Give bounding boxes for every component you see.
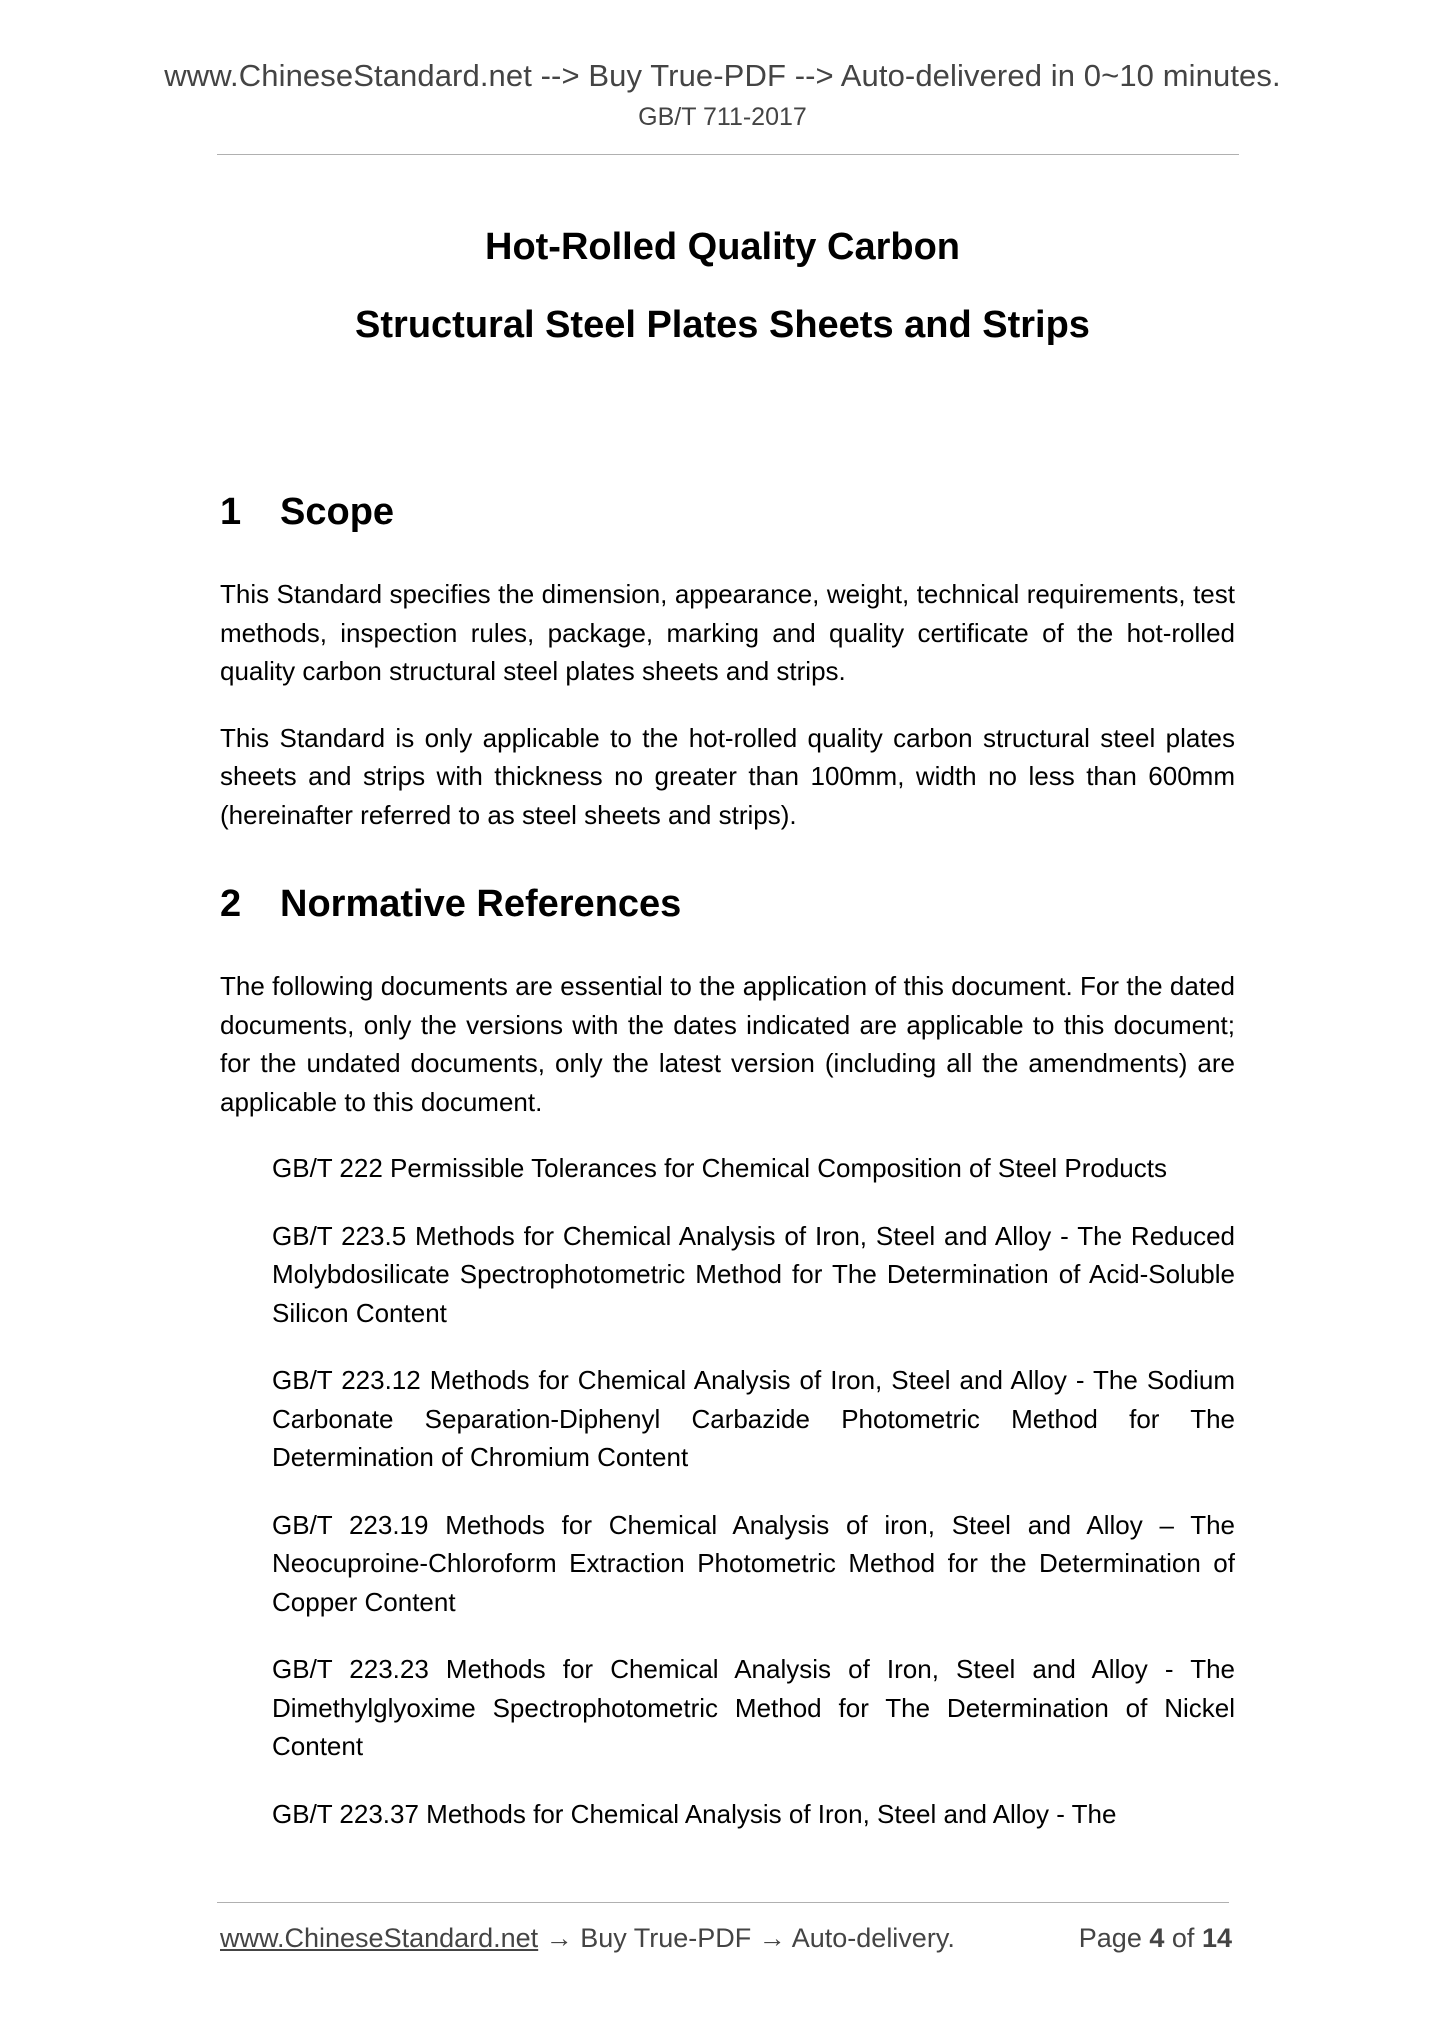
page-label: Page — [1078, 1923, 1142, 1953]
footer-promo-text: → Buy True-PDF → Auto-delivery. — [538, 1923, 955, 1953]
reference-item: GB/T 222 Permissible Tolerances for Chemical Composition of Steel Products — [272, 1153, 1167, 1183]
scope-paragraph-2: This Standard is only applicable to the hot-rolled quality carbon structural steel plates sheets and strips with thickness no greater than 100mm, width no less than 600mm (hereinafter referred to as steel sheets and strips). — [220, 722, 1235, 830]
reference-item: GB/T 223.19 Methods for Chemical Analysis of iron, Steel and Alloy – The Neocuproine-Chloroform Extraction Photometric Method for the Determination of Copper Content — [272, 1509, 1235, 1617]
section-title: Normative References — [280, 883, 682, 925]
footer-divider — [217, 1902, 1229, 1903]
reference-item: GB/T 223.23 Methods for Chemical Analysis of Iron, Steel and Alloy - The Dimethylglyoxime Spectrophotometric Method for The Determination of Nickel Content — [272, 1654, 1235, 1761]
header-divider — [217, 154, 1239, 155]
page-indicator — [1079, 1918, 1232, 1958]
page-of-label: of — [1171, 1923, 1195, 1953]
footer-site-link[interactable]: www.ChineseStandard.net — [220, 1923, 539, 1953]
title-line-2: Structural Steel Plates Sheets and Strips — [355, 304, 1090, 346]
reference-item: GB/T 223.5 Methods for Chemical Analysis of Iron, Steel and Alloy - The Reduced Molybdosilicate Spectrophotometric Method for The Determination of Acid-Soluble Silicon Content — [272, 1220, 1235, 1328]
reference-item: GB/T 223.12 Methods for Chemical Analysis of Iron, Steel and Alloy - The Sodium Carbonate Separation-Diphenyl Carbazide Photometric Method for The Determination of Chromium Content — [272, 1365, 1235, 1472]
document-title — [0, 208, 1445, 364]
scope-paragraph-1: This Standard specifies the dimension, appearance, weight, technical requirements, test methods, inspection rules, package, marking and quality certificate of the hot-rolled quality carbon structural steel plates sheets and strips. — [220, 579, 1235, 686]
section-heading-references — [220, 872, 1235, 936]
header-banner[interactable]: www.ChineseStandard.net --> Buy True-PDF --> Auto-delivered in 0~10 minutes. — [164, 58, 1281, 93]
standard-code: GB/T 711-2017 — [638, 103, 807, 131]
title-line-1: Hot-Rolled Quality Carbon — [485, 226, 960, 268]
reference-item: GB/T 223.37 Methods for Chemical Analysis of Iron, Steel and Alloy - The — [272, 1798, 1117, 1829]
document-body — [220, 480, 1235, 1862]
section-title: Scope — [280, 491, 395, 533]
page-header — [0, 54, 1445, 134]
footer-promo — [220, 1918, 955, 1958]
section-heading-scope — [220, 480, 1235, 544]
reference-list — [272, 1149, 1235, 1833]
section-number: 1 — [220, 491, 242, 533]
references-intro: The following documents are essential to the application of this document. For the dated documents, only the versions with the dates indicated are applicable to this document; for the undated documents, only the latest version (including all the amendments) are applicable to this document. — [220, 971, 1235, 1117]
section-number: 2 — [220, 883, 242, 925]
current-page-number: 4 — [1149, 1923, 1165, 1953]
total-page-count: 14 — [1201, 1923, 1232, 1953]
